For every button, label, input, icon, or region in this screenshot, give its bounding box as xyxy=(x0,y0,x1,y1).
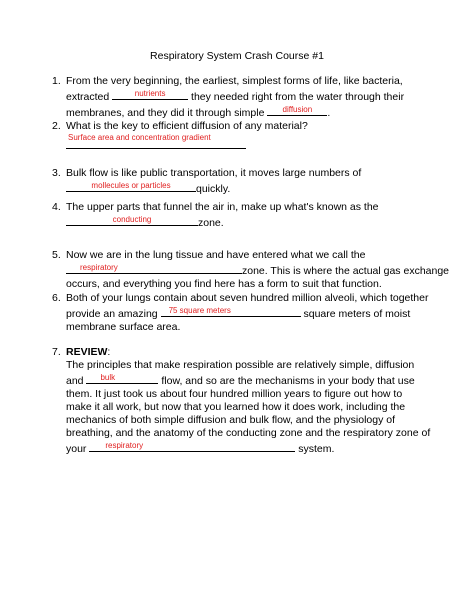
question-line xyxy=(66,262,450,278)
question-line xyxy=(66,180,416,196)
question-number: 6. xyxy=(52,292,61,304)
answer-blank[interactable] xyxy=(112,88,188,100)
answer-blank[interactable] xyxy=(66,214,198,226)
question-text: quickly. xyxy=(196,183,231,195)
answer-text: conducting xyxy=(112,215,152,224)
question-line xyxy=(66,305,416,321)
question-text: your xyxy=(66,443,90,455)
question-number: 4. xyxy=(52,201,61,213)
answer-blank[interactable] xyxy=(66,262,242,274)
answer-text: nutrients xyxy=(134,89,166,98)
answer-blank[interactable] xyxy=(66,133,246,149)
question-text: Now we are in the lung tissue and have entered what we call the xyxy=(66,249,366,261)
question-text: square meters of moist xyxy=(300,308,411,320)
question-text: make it all work, but now that you learned how it does work, including the xyxy=(66,401,406,413)
question-text: they needed right from the water through their xyxy=(188,91,405,103)
question-text: The principles that make respiration possible are relatively simple, diffusion xyxy=(66,359,415,371)
answer-text: mollecules or particles xyxy=(91,181,171,190)
question-text: membrane surface area. xyxy=(66,321,181,333)
answer-blank[interactable] xyxy=(86,372,158,384)
answer-text: 75 square meters xyxy=(168,306,231,315)
question-text: zone. This is where the actual gas exchange xyxy=(242,265,450,277)
answer-text: respiratory xyxy=(105,441,144,450)
review-label: REVIEW xyxy=(66,346,108,358)
review-heading xyxy=(66,346,416,359)
question-text: system. xyxy=(295,443,335,455)
question-1 xyxy=(52,75,416,120)
question-text: . xyxy=(327,107,331,119)
question-text: The upper parts that funnel the air in, make up what's known as the xyxy=(66,201,379,213)
question-line xyxy=(66,214,416,230)
question-7-review xyxy=(52,346,431,456)
question-number: 7. xyxy=(52,346,61,358)
question-text: them. It just took us about four hundred million years to figure out how to xyxy=(66,388,403,400)
answer-blank[interactable] xyxy=(267,104,327,116)
question-number: 3. xyxy=(52,167,61,179)
question-text: mechanics of both simple diffusion and bulk flow, and the physiology of xyxy=(66,414,396,426)
answer-blank[interactable] xyxy=(89,440,295,452)
question-line xyxy=(66,104,416,120)
question-text: From the very beginning, the earliest, simplest forms of life, like bacteria, xyxy=(66,75,403,87)
answer-text: bulk xyxy=(100,373,116,382)
review-colon: : xyxy=(107,346,111,358)
question-number: 2. xyxy=(52,120,61,132)
question-text: breathing, and the anatomy of the conducting zone and the respiratory zone of xyxy=(66,427,431,439)
question-line xyxy=(66,88,416,104)
question-line xyxy=(66,440,416,456)
answer-text: respiratory xyxy=(80,263,118,272)
answer-blank[interactable] xyxy=(66,180,196,192)
question-text: provide an amazing xyxy=(66,308,161,320)
question-line xyxy=(66,133,416,153)
question-4 xyxy=(52,201,416,230)
question-text: flow, and so are the mechanisms in your body that use xyxy=(158,375,415,387)
question-text: Both of your lungs contain about seven hundred million alveoli, which together xyxy=(66,292,429,304)
question-6 xyxy=(52,292,429,334)
question-text: zone. xyxy=(198,217,224,229)
page-title: Respiratory System Crash Course #1 xyxy=(150,50,324,62)
question-line xyxy=(66,372,416,388)
question-5 xyxy=(52,249,450,291)
question-3 xyxy=(52,167,416,196)
question-text: What is the key to efficient diffusion of any material? xyxy=(66,120,308,132)
question-text: extracted xyxy=(66,91,113,103)
answer-text: diffusion xyxy=(282,105,313,114)
answer-blank[interactable] xyxy=(161,305,301,317)
question-number: 1. xyxy=(52,75,61,87)
question-number: 5. xyxy=(52,249,61,261)
question-text: occurs, and everything you find here has a form to suit that function. xyxy=(66,278,382,290)
question-text: and xyxy=(66,375,87,387)
question-text: membranes, and they did it through simple xyxy=(66,107,268,119)
question-text: Bulk flow is like public transportation, it moves large numbers of xyxy=(66,167,362,179)
answer-text: Surface area and concentration gradient xyxy=(68,133,211,142)
question-2 xyxy=(52,120,416,153)
